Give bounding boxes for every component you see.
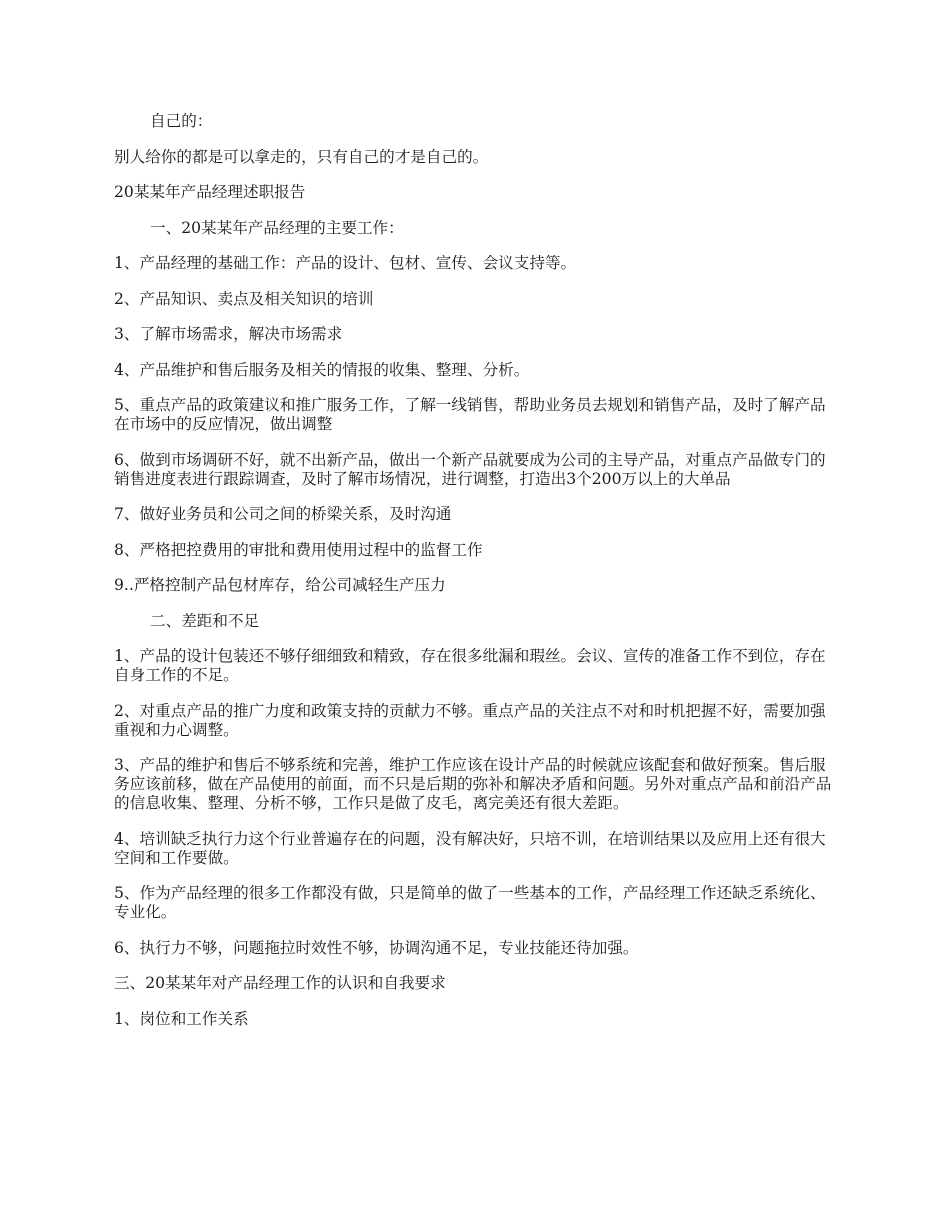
list-item-requirement-1: 1、岗位和工作关系	[114, 1009, 249, 1028]
list-item-work-7: 7、做好业务员和公司之间的桥梁关系，及时沟通	[114, 505, 452, 523]
list-item-work-8: 8、严格把控费用的审批和费用使用过程中的监督工作	[114, 540, 483, 559]
list-item-gap-4: 4、培训缺乏执行力这个行业普遍存在的问题，没有解决好，只培不训，在培训结果以及应用上还有很大空间和工作要做。	[114, 829, 826, 867]
list-item-work-5: 5、重点产品的政策建议和推广服务工作，了解一线销售，帮助业务员去规划和销售产品，及时了解产品在市场中的反应情况，做出调整	[114, 396, 826, 433]
list-item-gap-3: 3、产品的维护和售后不够系统和完善，维护工作应该在设计产品的时候就应该配套和做好预案。售后服务应该前移，做在产品使用的前面，而不只是后期的弥补和解决矛盾和问题。另外对重点产品和前沿产品的信息收集、整理、分析不够，工作只是做了皮毛，离完美还有很大差距。	[114, 756, 832, 812]
list-item-gap-1: 1、产品的设计包装还不够仔细细致和精致，存在很多纰漏和瑕丝。会议、宣传的准备工作不到位，存在自身工作的不足。	[114, 647, 826, 684]
section-heading-gaps: 二、差距和不足	[150, 611, 260, 630]
section-heading-requirements: 三、20某某年对产品经理工作的认识和自我要求	[114, 974, 446, 992]
report-title: 20某某年产品经理述职报告	[114, 183, 306, 201]
section-heading-main-work: 一、20某某年产品经理的主要工作：	[150, 218, 404, 237]
list-item-gap-2: 2、对重点产品的推广力度和政策支持的贡献力不够。重点产品的关注点不对和时机把握不好，需要加强重视和力心调整。	[114, 701, 826, 739]
paragraph-quote: 别人给你的都是可以拿走的，只有自己的才是自己的。	[114, 147, 489, 166]
list-item-gap-5: 5、作为产品经理的很多工作都没有做，只是简单的做了一些基本的工作，产品经理工作还缺乏系统化、专业化。	[114, 884, 826, 921]
list-item-work-1: 1、产品经理的基础工作：产品的设计、包材、宣传、会议支持等。	[114, 254, 577, 272]
list-item-work-4: 4、产品维护和售后服务及相关的情报的收集、整理、分析。	[114, 360, 530, 379]
list-item-gap-6: 6、执行力不够，问题拖拉时效性不够，协调沟通不足，专业技能还待加强。	[114, 938, 639, 957]
document-body	[114, 112, 838, 1045]
list-item-work-3: 3、了解市场需求，解决市场需求	[114, 325, 343, 343]
list-item-work-2: 2、产品知识、卖点及相关知识的培训	[114, 289, 374, 308]
list-item-work-9: 9..严格控制产品包材库存，给公司减轻生产压力	[114, 576, 446, 594]
list-item-work-6: 6、做到市场调研不好，就不出新产品，做出一个新产品就要成为公司的主导产品，对重点产品做专门的销售进度表进行跟踪调查，及时了解市场情况，进行调整，打造出3个200万以上的大单品	[114, 450, 826, 488]
paragraph-intro-heading: 自己的：	[150, 112, 213, 130]
